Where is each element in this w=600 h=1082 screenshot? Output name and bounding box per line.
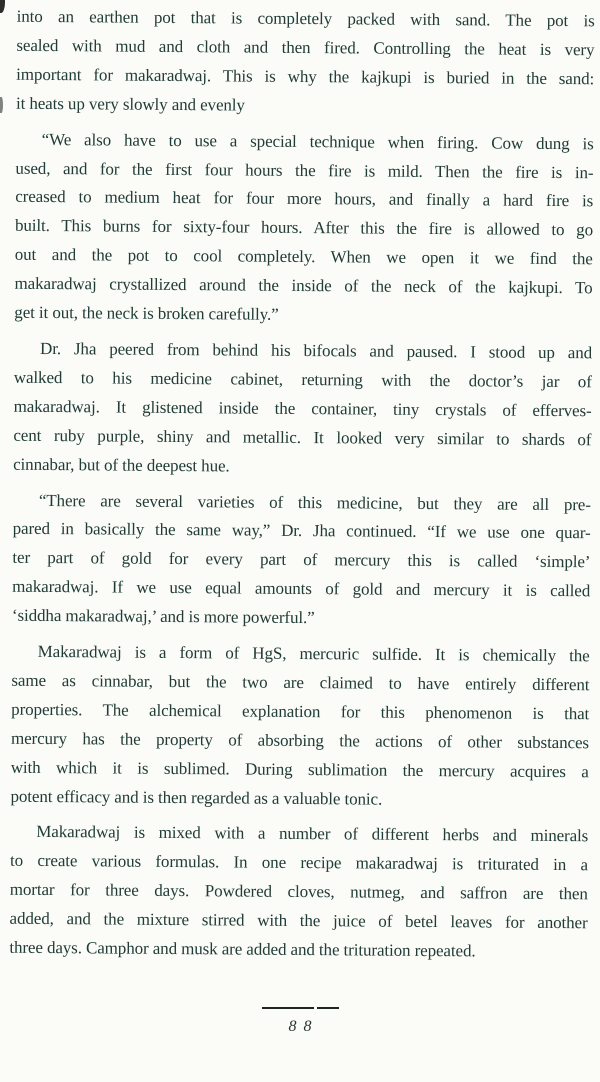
page-number: 88: [288, 1018, 319, 1035]
text-line: Makaradwaj is a form of HgS, mercuric sulfide. It is chemically the: [37, 641, 590, 666]
text-line: makaradwaj. It glistened inside the container, tiny crystals of efferves-: [13, 396, 592, 421]
scan-edge-artifact: [0, 97, 3, 113]
text-line: added, and the mixture stirred with the juice of betel leaves for another: [9, 908, 588, 933]
scan-corner-artifact: [0, 0, 5, 13]
text-line: important for makaradwaj. This is why the kajkupi is buried in the sand:: [16, 64, 595, 89]
text-line: used, and for the first four hours the fire is mild. Then the fire is in-: [15, 158, 594, 182]
text-line: cent ruby purple, shiny and metallic. It looked very similar to shards of: [13, 425, 592, 449]
text-line: mercury has the property of absorbing the actions of other substances: [10, 728, 590, 753]
page-footer: [0, 1006, 600, 1036]
text-line: pared in basically the same way,” Dr. Jha continued. “If we use one quar-: [12, 519, 591, 543]
page-text: [9, 3, 595, 968]
text-line: Makaradwaj is mixed with a number of different herbs and minerals: [36, 822, 589, 846]
footer-rule-segment: [317, 1007, 339, 1009]
text-line: to create various formulas. In one recipe makaradwaj is triturated in a: [9, 851, 589, 875]
footer-rule-segment: [262, 1007, 314, 1010]
text-line: with which it is sublimed. During sublimation the mercury acquires a: [10, 757, 589, 781]
text-line: it heats up very slowly and evenly: [15, 93, 245, 115]
paragraph: [13, 335, 592, 484]
paragraph: [14, 125, 594, 332]
text-line: properties. The alchemical explanation for this phenomenon is that: [11, 699, 590, 724]
text-line: makaradwaj. If we use equal amounts of gold and mercury it is called: [12, 576, 591, 601]
text-line: “We also have to use a special technique when firing. Cow dung is: [41, 129, 594, 153]
text-line: cinnabar, but of the deepest hue.: [13, 454, 230, 476]
text-line: walked to his medicine cabinet, returning with the doctor’s jar of: [13, 367, 592, 392]
paragraph: [12, 486, 591, 635]
text-line: built. This burns for sixty-four hours. After this the fire is allowed to go: [14, 216, 594, 240]
text-line: “There are several varieties of this medicine, but they are all pre-: [38, 490, 591, 514]
text-line: ter part of gold for every part of mercury this is called ‘simple’: [12, 548, 591, 572]
text-line: creased to medium heat for four more hours, and finally a hard fire is: [15, 187, 594, 211]
text-line: ‘siddha makaradwaj,’ and is more powerful.”: [11, 605, 315, 628]
text-line: mortar for three days. Powdered cloves, nutmeg, and saffron are then: [9, 879, 588, 904]
text-line: three days. Camphor and musk are added and the trituration repeated.: [9, 937, 476, 961]
paragraph: [10, 638, 589, 816]
footer-rule: [0, 1006, 600, 1010]
text-line: same as cinnabar, but the two are claimed to have entirely different: [11, 670, 590, 695]
text-line: Dr. Jha peered from behind his bifocals and paused. I stood up and: [39, 338, 593, 363]
text-line: into an earthen pot that is completely packed with sand. The pot is: [16, 6, 595, 31]
text-line: sealed with mud and cloth and then fired. Controlling the heat is very: [16, 35, 595, 60]
text-line: get it out, the neck is broken carefully.”: [14, 302, 279, 324]
text-line: makaradwaj crystallized around the inside of the neck of the kajkupi. To: [14, 273, 593, 298]
paragraph: [9, 818, 588, 967]
paragraph: [16, 3, 595, 123]
text-line: out and the pot to cool completely. When we open it we find the: [14, 244, 593, 269]
text-line: potent efficacy and is then regarded as a valuable tonic.: [10, 786, 383, 809]
